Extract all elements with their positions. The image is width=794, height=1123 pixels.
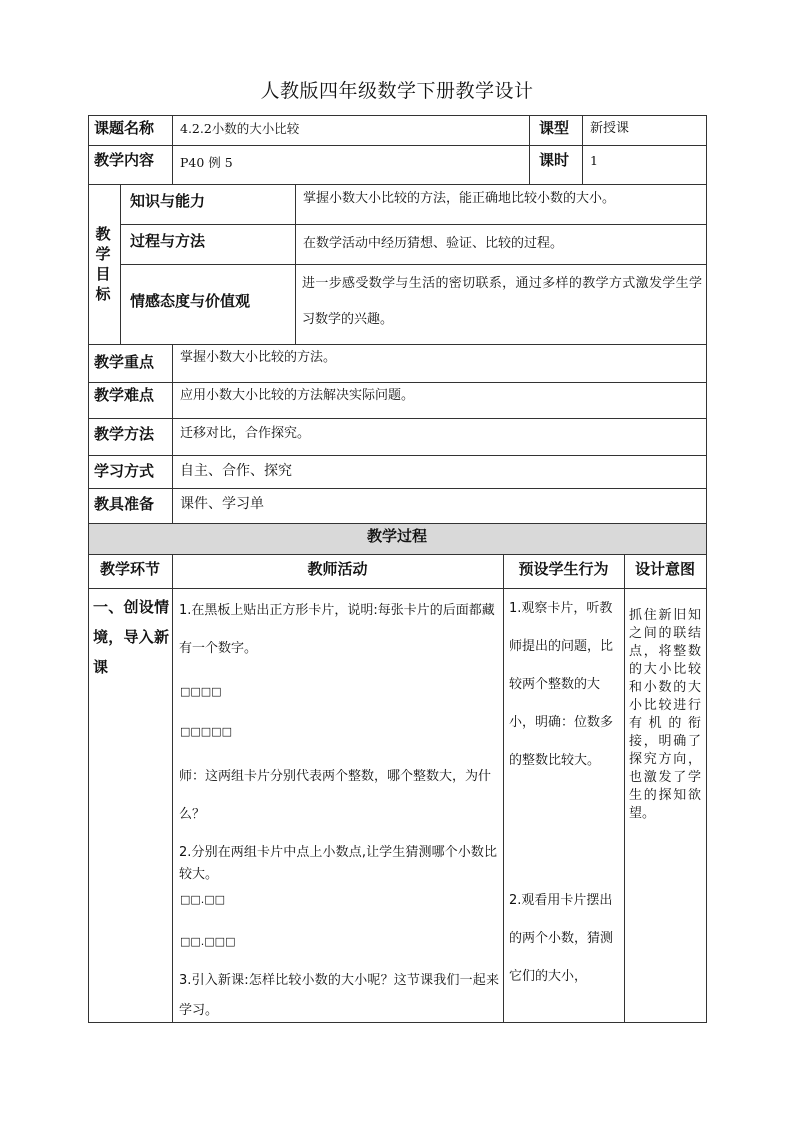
- decimal-cards-2: □□.□□□: [180, 935, 236, 948]
- content-value: P40 例 5: [180, 155, 233, 170]
- key-point-label: 教学重点: [94, 353, 155, 371]
- document-title: 人教版四年级数学下册教学设计: [260, 80, 534, 102]
- learning-mode-label: 学习方式: [94, 462, 155, 480]
- method-label: 教学方法: [94, 425, 155, 443]
- goal-text-knowledge: 掌握小数大小比较的方法，能正确地比较小数的大小。: [303, 191, 616, 206]
- type-label: 课型: [539, 119, 570, 137]
- goal-text-process: 在数学活动中经历猜想、验证、比较的过程。: [303, 236, 564, 251]
- difficulty-label: 教学难点: [94, 386, 155, 404]
- cards-group-1: □□□□: [180, 685, 222, 698]
- col-stage: 教学环节: [99, 560, 160, 578]
- materials-value: 课件、学习单: [180, 496, 264, 512]
- cards-group-2: □□□□□: [180, 725, 232, 738]
- goal-name-attitude: 情感态度与价值观: [130, 292, 251, 310]
- hours-label: 课时: [539, 151, 570, 169]
- decimal-cards-1: □□.□□: [180, 893, 226, 906]
- teacher-step-2: 2.分别在两组卡片中点上小数点,让学生猜测哪个小数比较大。: [179, 845, 497, 882]
- goal-name-process: 过程与方法: [130, 232, 206, 250]
- materials-label: 教具准备: [94, 495, 155, 513]
- key-point-value: 掌握小数大小比较的方法。: [180, 350, 337, 365]
- type-value: 新授课: [590, 121, 630, 136]
- student-step-2: 2.观看用卡片摆出的两个小数，猜测它们的大小，: [509, 893, 614, 984]
- col-student: 预设学生行为: [518, 560, 609, 578]
- process-heading: 教学过程: [366, 527, 427, 545]
- student-step-1: 1.观察卡片，听教师提出的问题，比较两个整数的大小，明确：位数多的整数比较大。: [509, 601, 614, 768]
- goal-text-attitude: 进一步感受数学与生活的密切联系，通过多样的教学方式激发学生学习数学的兴趣。: [302, 276, 702, 327]
- teacher-question: 师：这两组卡片分别代表两个整数，哪个整数大，为什么？: [179, 769, 492, 822]
- col-teacher: 教师活动: [307, 560, 368, 578]
- method-value: 迁移对比，合作探究。: [180, 426, 311, 441]
- difficulty-value: 应用小数大小比较的方法解决实际问题。: [180, 388, 415, 403]
- stage-name: 一、创设情境，导入新课: [93, 598, 169, 676]
- col-intent: 设计意图: [634, 560, 695, 578]
- topic-label: 课题名称: [94, 119, 155, 137]
- goals-label: 教学目标: [95, 225, 111, 303]
- topic-value: 4.2.2小数的大小比较: [180, 121, 300, 136]
- content-label: 教学内容: [94, 151, 155, 169]
- hours-value: 1: [590, 153, 598, 168]
- design-intent: 抓住新旧知之间的联结点，将整数的大小比较和小数的大小比较进行有机的衔接，明确了探究方向，也激发了学生的探知欲望。: [629, 608, 701, 821]
- goal-name-knowledge: 知识与能力: [130, 192, 206, 210]
- learning-mode-value: 自主、合作、探究: [180, 463, 292, 479]
- teacher-step-1: 1.在黑板上贴出正方形卡片，说明:每张卡片的后面都藏有一个数字。: [179, 603, 495, 656]
- teacher-step-3: 3.引入新课:怎样比较小数的大小呢？这节课我们一起来学习。: [179, 973, 499, 1018]
